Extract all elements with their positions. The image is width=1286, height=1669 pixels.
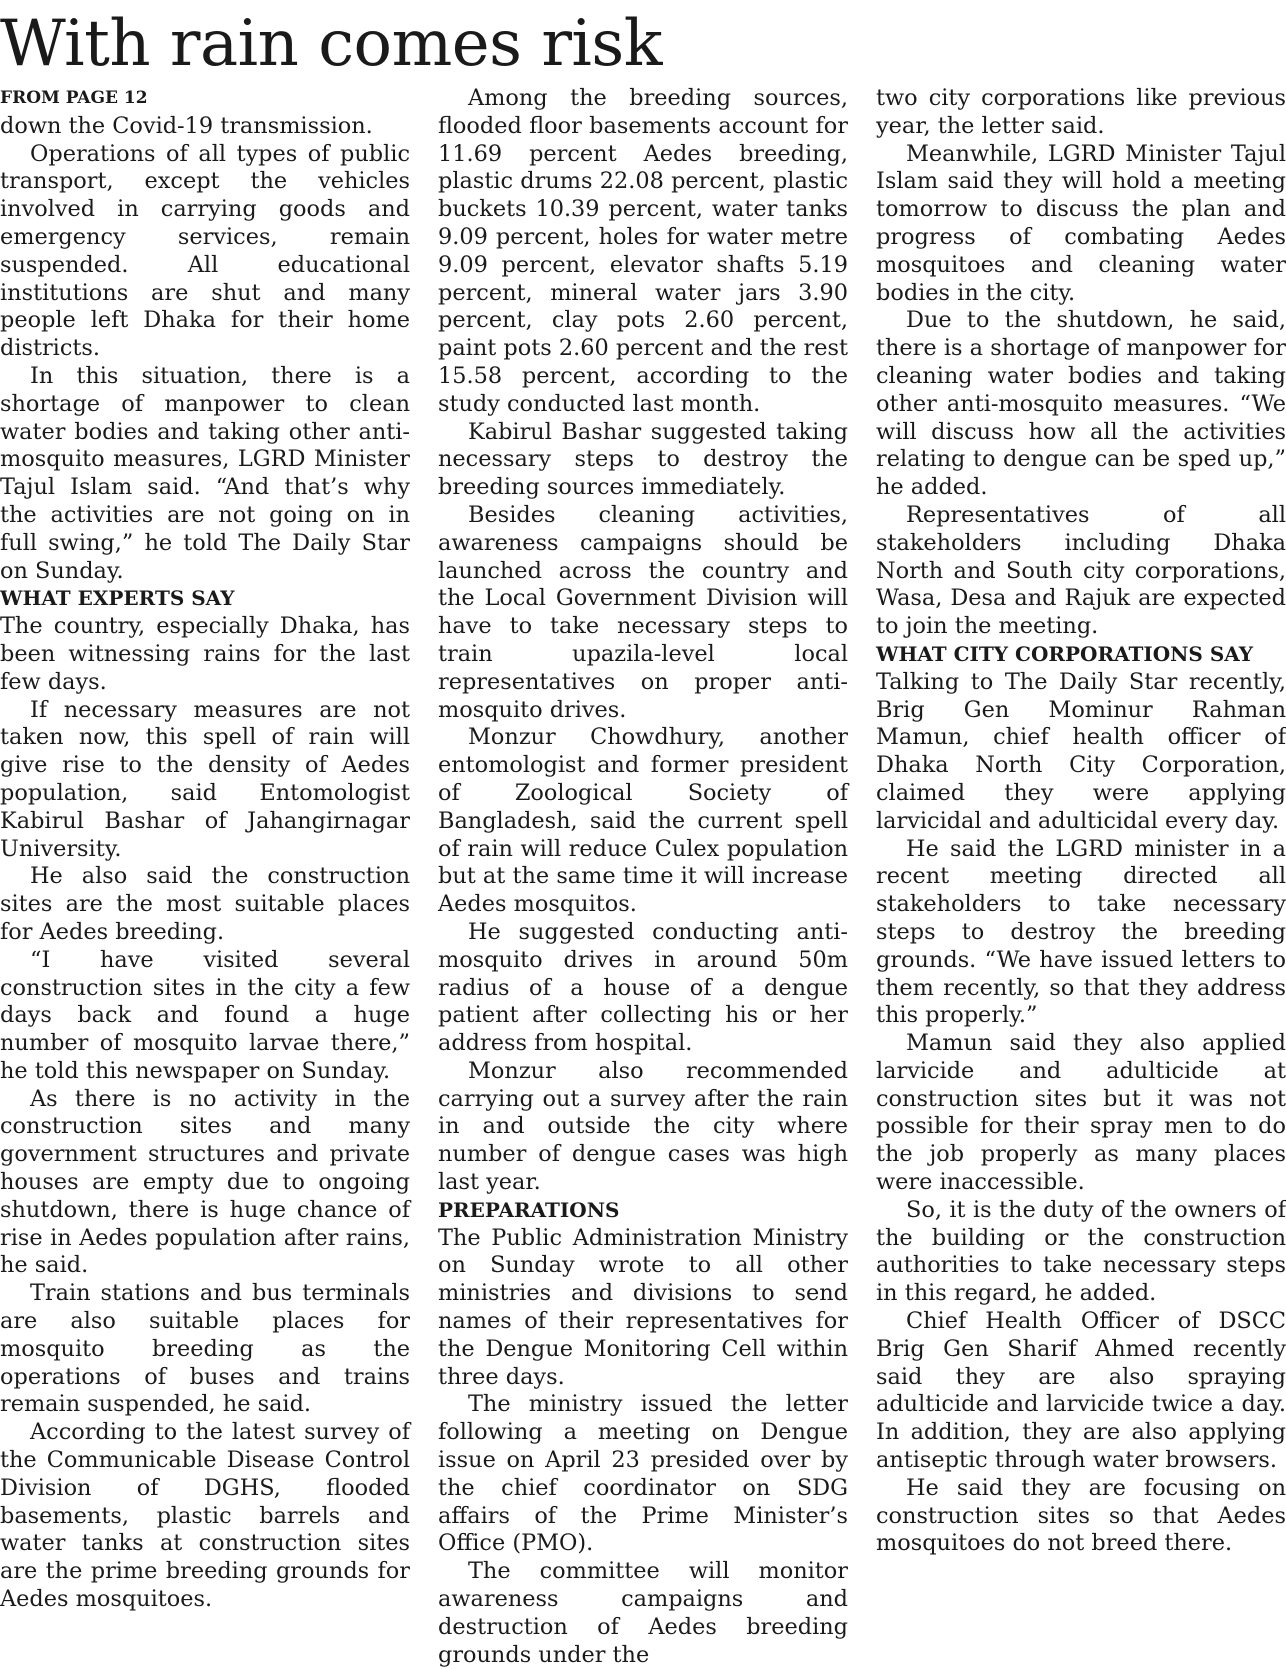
paragraph: Monzur Chowdhury, another entomologist and former president of Zoological Society of Bangladesh, said the current spell of rain will reduce Culex population but at the same time it will increase Aedes mosquitos. <box>438 724 848 918</box>
article-column-1 <box>0 85 410 1614</box>
paragraph: “I have visited several construction sites in the city a few days back and found a huge number of mosquito larvae there,” he told this newspaper on Sunday. <box>0 946 410 1084</box>
paragraph: Mamun said they also applied larvicide and adulticide at construction sites but it was not possible for their spray men to do the job properly as many places were inaccessible. <box>876 1030 1286 1196</box>
paragraph: According to the latest survey of the Communicable Disease Control Division of DGHS, flooded basements, plastic barrels and water tanks at construction sites are the prime breeding grounds for Aedes mosquitoes. <box>0 1419 410 1613</box>
subheading-city-corporations: WHAT CITY CORPORATIONS SAY <box>876 641 1254 666</box>
paragraph: Due to the shutdown, he said, there is a shortage of manpower for cleaning water bodies and taking other anti-mosquito measures. “We will discuss how all the activities relating to dengue can be sped up,” he added. <box>876 307 1286 501</box>
paragraph: He said they are focusing on construction sites so that Aedes mosquitoes do not breed there. <box>876 1474 1286 1557</box>
paragraph: Chief Health Officer of DSCC Brig Gen Sharif Ahmed recently said they are also spraying adulticide and larvicide twice a day. In addition, they are also applying antiseptic through water browsers. <box>876 1308 1286 1474</box>
paragraph: He suggested conducting anti-mosquito drives in around 50m radius of a house of a dengue patient after collecting his or her address from hospital. <box>438 918 848 1057</box>
paragraph: Operations of all types of public transport, except the vehicles involved in carrying goods and emergency services, remain suspended. All educational institutions are shut and many people left Dhaka for their home districts. <box>0 140 410 362</box>
continuation-label: FROM PAGE 12 <box>0 88 148 108</box>
headline: With rain comes risk <box>0 7 662 81</box>
paragraph: Meanwhile, LGRD Minister Tajul Islam said they will hold a meeting tomorrow to discuss the plan and progress of combating Aedes mosquitoes and cleaning water bodies in the city. <box>876 140 1286 306</box>
paragraph: The Public Administration Ministry on Sunday wrote to all other ministries and divisions to send names of their representatives for the Dengue Monitoring Cell within three days. <box>438 1224 848 1390</box>
paragraph: The ministry issued the letter following a meeting on Dengue issue on April 23 presided over by the chief coordinator on SDG affairs of the Prime Minister’s Office (PMO). <box>438 1391 848 1557</box>
paragraph: As there is no activity in the construction sites and many government structures and private houses are empty due to ongoing shutdown, there is huge chance of rise in Aedes population after rains, he said. <box>0 1085 410 1279</box>
paragraph: If necessary measures are not taken now, this spell of rain will give rise to the density of Aedes population, said Entomologist Kabirul Bashar of Jahangirnagar University. <box>0 696 410 862</box>
paragraph: Train stations and bus terminals are also suitable places for mosquito breeding as the operations of buses and trains remain suspended, he said. <box>0 1280 410 1418</box>
paragraph: Kabirul Bashar suggested taking necessary steps to destroy the breeding sources immediately. <box>438 418 848 501</box>
paragraph: Talking to The Daily Star recently, Brig Gen Mominur Rahman Mamun, chief health officer of Dhaka North City Corporation, claimed they were applying larvicidal and adulticidal every day. <box>876 668 1286 834</box>
paragraph: In this situation, there is a shortage of manpower to clean water bodies and taking other anti-mosquito measures, LGRD Minister Tajul Islam said. “And that’s why the activities are not going on in full swing,” he told The Daily Star on Sunday. <box>0 362 410 584</box>
paragraph: down the Covid-19 transmission. <box>0 112 373 139</box>
article-column-2 <box>438 85 848 1669</box>
paragraph: So, it is the duty of the owners of the building or the construction authorities to take necessary steps in this regard, he added. <box>876 1196 1286 1307</box>
subheading-preparations: PREPARATIONS <box>438 1197 620 1222</box>
paragraph: Among the breeding sources, flooded floor basements account for 11.69 percent Aedes breeding, plastic drums 22.08 percent, plastic buckets 10.39 percent, water tanks 9.09 percent, holes for water metre 9.09 percent, elevator shafts 5.19 percent, mineral water jars 3.90 percent, clay pots 2.60 percent, paint pots 2.60 percent and the rest 15.58 percent, according to the study conducted last month. <box>438 85 848 417</box>
article-column-3 <box>876 85 1286 1558</box>
paragraph: The country, especially Dhaka, has been witnessing rains for the last few days. <box>0 613 410 695</box>
paragraph: He also said the construction sites are the most suitable places for Aedes breeding. <box>0 863 410 945</box>
paragraph: Representatives of all stakeholders including Dhaka North and South city corporations, Wasa, Desa and Rajuk are expected to join the meeting. <box>876 501 1286 640</box>
paragraph: He said the LGRD minister in a recent meeting directed all stakeholders to take necessary steps to destroy the breeding grounds. “We have issued letters to them recently, so that they address this properly.” <box>876 835 1286 1029</box>
paragraph: The committee will monitor awareness campaigns and destruction of Aedes breeding grounds under the <box>438 1558 848 1668</box>
paragraph: Besides cleaning activities, awareness campaigns should be launched across the country and the Local Government Division will have to take necessary steps to train upazila-level local representatives on proper anti-mosquito drives. <box>438 501 848 723</box>
paragraph: Monzur also recommended carrying out a survey after the rain in and outside the city where number of dengue cases was high last year. <box>438 1057 848 1196</box>
paragraph: two city corporations like previous year, the letter said. <box>876 85 1286 139</box>
subheading-experts: WHAT EXPERTS SAY <box>0 586 235 611</box>
